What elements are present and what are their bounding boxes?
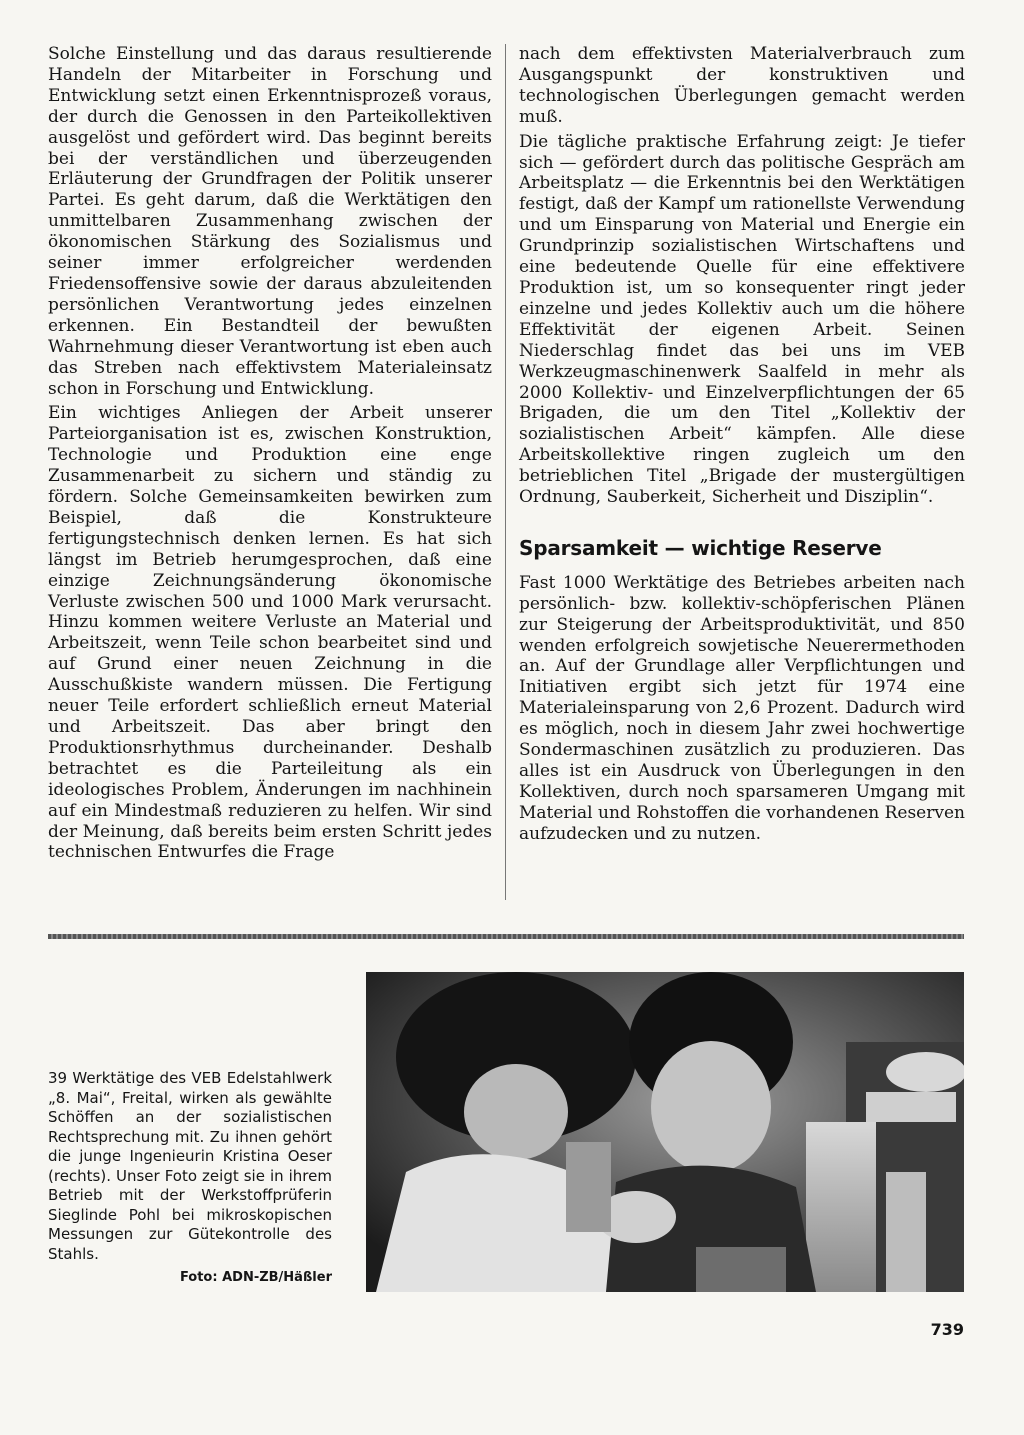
photo-caption: 39 Werktätige des VEB Edelstahlwerk „8. Mai“, Freital, wirken als gewählte Schöffen an der sozialistischen Rechtsprechung mit. Zu ihnen gehört die junge Ingenieurin Kristina Oeser (rechts). Unser Foto zeigt sie in ihrem Betrieb mit der Werkstoffprüferin Sieglinde Pohl bei mikroskopischen Messungen zur Gütekontrolle des Stahls. <box>48 1069 332 1263</box>
section-heading: Sparsamkeit — wichtige Reserve <box>519 535 882 560</box>
horizontal-rule <box>48 934 964 939</box>
paragraph: Die tägliche praktische Erfahrung zeigt: Je tiefer sich — gefördert durch das politische Gespräch am Arbeitsplatz — die Erkenntnis bei den Werktätigen festigt, daß der Kampf um rationellste Verwendung und um Einsparung von Material und Energie ein Grundprinzip sozialistischen Wirtschaftens und eine bedeutende Quelle für eine effektivere Produktion ist, um so konsequenter ringt jeder einzelne und jedes Kollektiv auch um die höhere Effektivität der eigenen Arbeit. Seinen Niederschlag findet das bei uns im VEB Werkzeugmaschinenwerk Saalfeld in mehr als 2000 Kollektiv- und Einzelverpflichtungen der 65 Brigaden, die um den Titel „Kollektiv der sozialistischen Arbeit“ kämpfen. Alle diese Arbeitskollektive ringen zugleich um den betrieblichen Titel „Brigade der mustergültigen Ordnung, Sauberkeit, Sicherheit und Disziplin“. <box>519 131 965 508</box>
page-number: 739 <box>930 1320 964 1339</box>
paragraph: nach dem effektivsten Materialverbrauch zum Ausgangspunkt der konstruktiven und technologischen Überlegungen gemacht werden muß. <box>519 44 965 127</box>
photo-credit: Foto: ADN-ZB/Häßler <box>179 1270 332 1285</box>
paragraph: Ein wichtiges Anliegen der Arbeit unserer Parteiorganisation ist es, zwischen Konstruktion, Technologie und Produktion eine enge Zusammenarbeit zu sichern und ständig zu fördern. Solche Gemeinsamkeiten bewirken zum Beispiel, daß die Konstrukteure fertigungstechnisch denken lernen. Es hat sich längst im Betrieb herumgesprochen, daß eine einzige Zeichnungsänderung ökonomische Verluste zwischen 500 und 1000 Mark verursacht. Hinzu kommen weitere Verluste an Material und Arbeitszeit, wenn Teile schon bearbeitet sind und auf Grund einer neuen Zeichnung in die Ausschußkiste wandern müssen. Die Fertigung neuer Teile erfordert schließlich erneut Material und Arbeitszeit. Das aber bringt den Produktionsrhythmus durcheinander. Deshalb betrachtet es die Parteileitung als ein ideologisches Problem, Änderungen im nachhinein auf ein Mindestmaß reduzieren zu helfen. Wir sind der Meinung, daß bereits beim ersten Schritt jedes technischen Entwurfes die Frage <box>48 403 492 863</box>
left-column <box>48 44 492 867</box>
right-column <box>519 44 965 849</box>
photo-image <box>366 972 964 1292</box>
news-photo <box>366 972 964 1292</box>
paragraph: Fast 1000 Werktätige des Betriebes arbeiten nach persönlich- bzw. kollektiv-schöpferischen Plänen zur Steigerung der Arbeitsproduktivität, und 850 wenden erfolgreich sowjetische Neuerermethoden an. Auf der Grundlage aller Verpflichtungen und Initiativen ergibt sich jetzt für 1974 eine Materialeinsparung von 2,6 Prozent. Dadurch wird es möglich, noch in diesem Jahr zwei hochwertige Sondermaschinen zusätzlich zu produzieren. Das alles ist ein Ausdruck von Überlegungen in den Kollektiven, durch noch sparsameren Umgang mit Material und Rohstoffen die vorhandenen Reserven aufzudecken und zu nutzen. <box>519 572 965 844</box>
paragraph: Solche Einstellung und das daraus resultierende Handeln der Mitarbeiter in Forschung und Entwicklung setzt einen Erkenntnisprozeß voraus, der durch die Genossen in den Parteikollektiven ausgelöst und gefördert wird. Das beginnt bereits bei der verständlichen und überzeugenden Erläuterung der Grundfragen der Politik unserer Partei. Es geht darum, daß die Werktätigen den unmittelbaren Zusammenhang zwischen der ökonomischen Stärkung des Sozialismus und seiner immer erfolgreicher werdenden Friedensoffensive sowie der daraus abzuleitenden persönlichen Verantwortung jedes einzelnen erkennen. Ein Bestandteil der bewußten Wahrnehmung dieser Verantwortung ist eben auch das Streben nach effektivstem Materialeinsatz schon in Forschung und Entwicklung. <box>48 44 492 399</box>
column-divider <box>505 44 506 900</box>
